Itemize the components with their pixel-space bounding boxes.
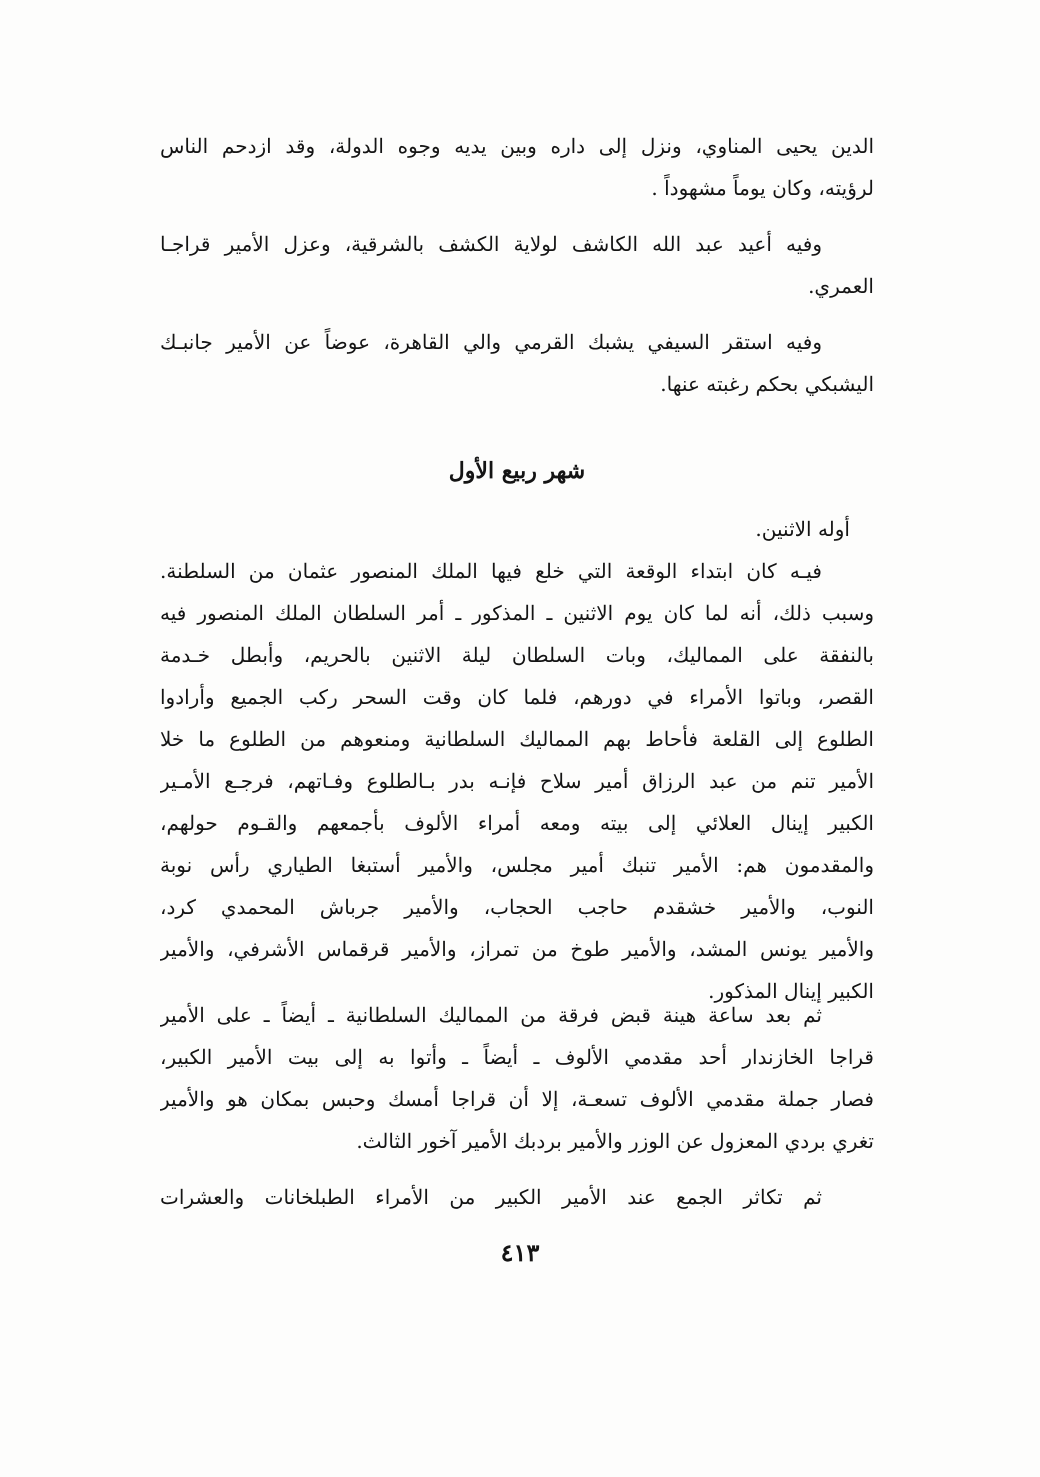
text-line: الدين يحيى المناوي، ونزل إلى داره وبين يديه وجوه الدولة، وقد ازدحم الناس (160, 134, 874, 158)
text-line: الكبير إينال العلائي إلى بيته ومعه أمراء الألوف بأجمعهم والقـوم حولهم، (160, 811, 874, 835)
text-line: والمقدمون هم: الأمير تنبك أمير مجلس، والأمير أستبغا الطياري رأس نوبة (160, 853, 874, 877)
top-text-block (160, 125, 874, 405)
text-line: قراجا الخازندار أحد مقدمي الألوف ـ أيضاً ـ وأتوا به إلى بيت الأمير الكبير، (160, 1045, 874, 1069)
text-line: أوله الاثنين. (755, 517, 850, 541)
text-line: بالنفقة على المماليك، وبات السلطان ليلة الاثنين بالحريم، وأبطل خـدمة (160, 643, 874, 667)
text-line: ثم بعد ساعة هينة قبض فرقة من المماليك السلطانية ـ أيضاً ـ على الأمير (160, 1003, 822, 1027)
text-line: تغري بردي المعزول عن الوزر والأمير بردبك الأمير آخور الثالث. (356, 1129, 874, 1153)
text-line: الأمير تنم من عبد الرزاق أمير سلاح فإنـه بدر بـالطلوع وفـاتهم، فرجـع الأمـير (160, 769, 874, 793)
text-line: ثم تكاثر الجمع عند الأمير الكبير من الأمراء الطبلخانات والعشرات (160, 1185, 822, 1209)
text-line: اليشبكي بحكم رغبته عنها. (660, 372, 874, 396)
text-line: الطلوع إلى القلعة فأحاط بهم المماليك السلطانية ومنعوهم من الطلوع ما خلا (160, 727, 874, 751)
text-line: العمري. (808, 274, 874, 298)
text-line: والأمير يونس المشد، والأمير طوخ من تمراز، والأمير قرقماس الأشرفي، والأمير (160, 937, 874, 961)
text-line: لرؤيته، وكان يوماً مشهوداً . (651, 176, 874, 200)
page-number: ٤١٣ (500, 1238, 540, 1267)
section-heading: شهر ربيع الأول (448, 458, 586, 484)
text-line: وفيه استقر السيفي يشبك القرمي والي القاهرة، عوضاً عن الأمير جانبـك (160, 330, 822, 354)
text-line: وفيه أعيد عبد الله الكاشف لولاية الكشف بالشرقية، وعزل الأمير قراجـا (160, 232, 822, 256)
text-line: النوب، والأمير خشقدم حاجب الحجاب، والأمير جرباش المحمدي كرد، (160, 895, 874, 919)
text-line: وسبب ذلك، أنه لما كان يوم الاثنين ـ المذكور ـ أمر السلطان الملك المنصور فيه (160, 601, 874, 625)
text-line: القصر، وباتوا الأمراء في دورهم، فلما كان وقت السحر ركب الجميع وأرادوا (160, 685, 874, 709)
text-line: فيـه كان ابتداء الوقعة التي خلع فيها الملك المنصور عثمان من السلطنة. (160, 559, 822, 583)
text-line: الكبير إينال المذكور. (708, 979, 874, 1003)
main-text-block (160, 508, 874, 1012)
text-line: فصار جملة مقدمي الألوف تسعـة، إلا أن قراجا أمسك وحبس بمكان هو والأمير (160, 1087, 874, 1111)
bottom-text-block (160, 994, 874, 1218)
